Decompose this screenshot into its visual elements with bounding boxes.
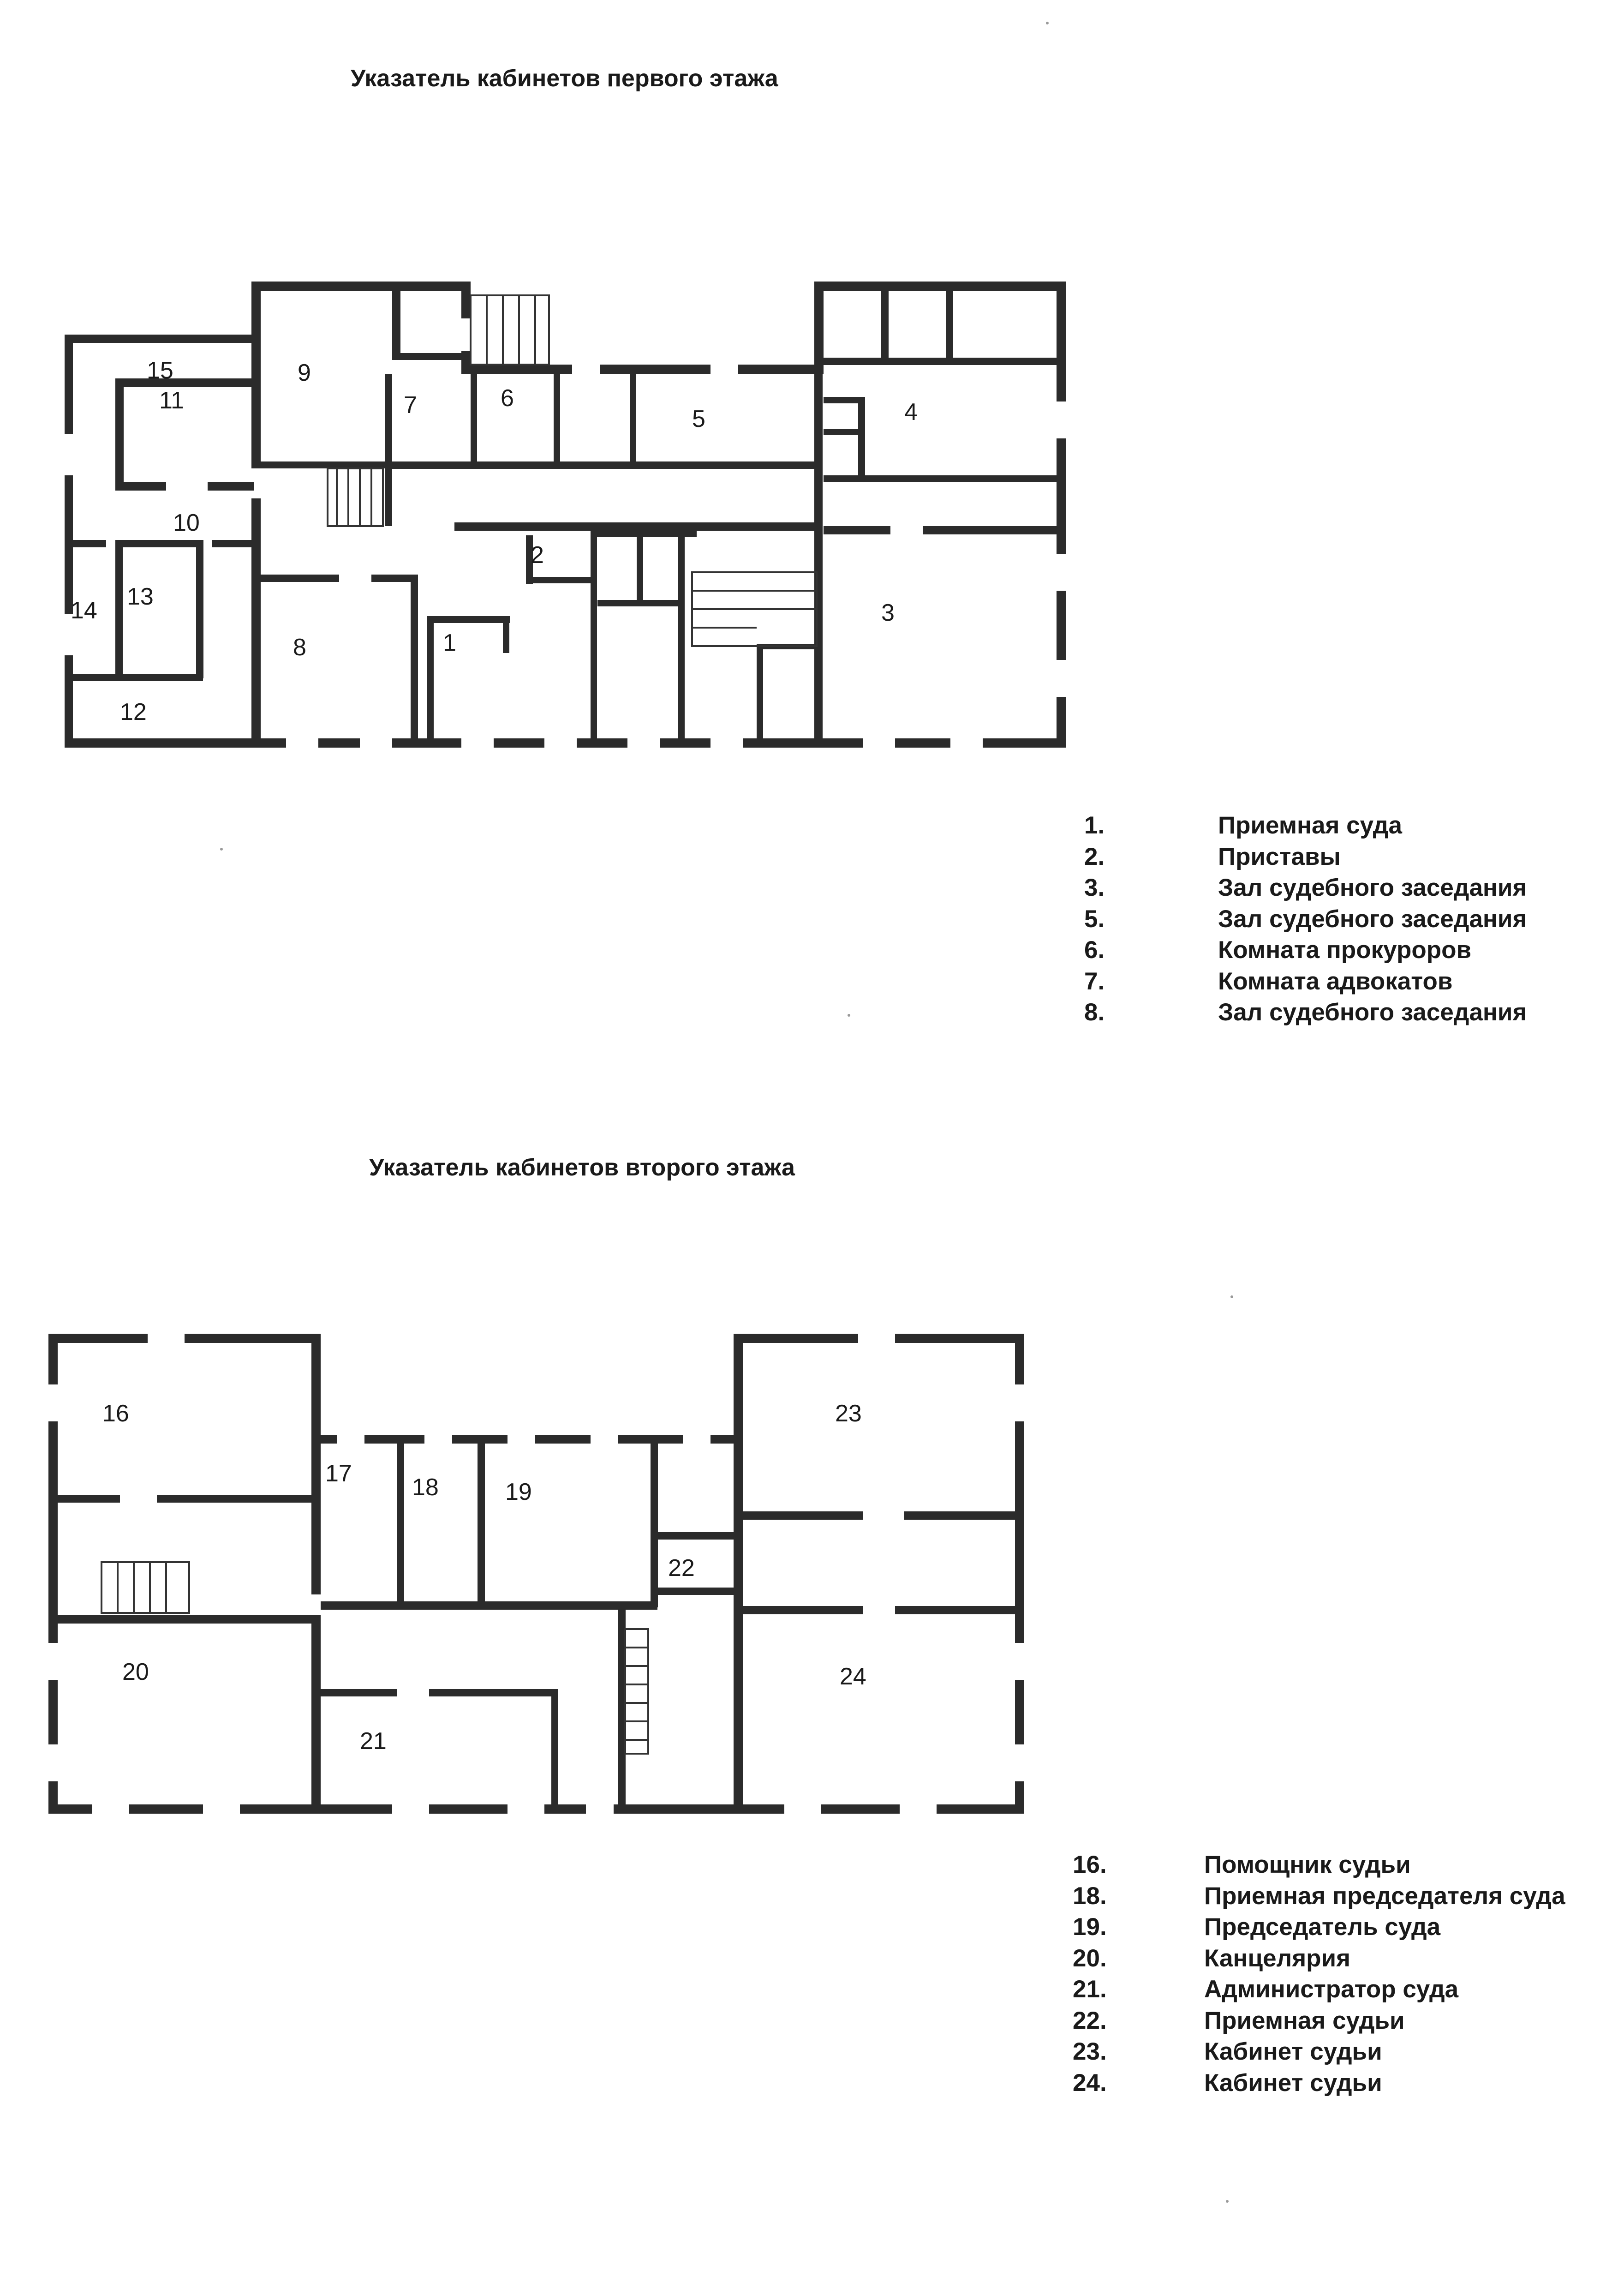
legend-room-name: Председатель суда [1204,1913,1441,1941]
room-13-label: 13 [127,583,154,610]
legend-number: 24. [1073,2069,1107,2097]
room-22-label: 22 [668,1555,695,1582]
legend-room-name: Кабинет судьи [1204,2069,1382,2097]
room-23-label: 23 [835,1400,862,1427]
legend-room-name: Приставы [1218,843,1341,870]
legend-number: 18. [1073,1882,1107,1910]
room-18-label: 18 [412,1474,439,1501]
legend-number: 21. [1073,1976,1107,2003]
room-2-label: 2 [531,542,544,569]
legend-number: 3. [1084,874,1105,901]
legend-room-name: Зал судебного заседания [1218,905,1527,933]
legend-room-name: Приемная судьи [1204,2007,1405,2034]
room-24-label: 24 [840,1663,866,1690]
room-1-label: 1 [443,629,456,656]
floor2-title: Указатель кабинетов второго этажа [369,1154,795,1181]
room-8-label: 8 [293,634,306,661]
legend-number: 2. [1084,843,1105,870]
room-9-label: 9 [298,360,311,386]
legend-room-name: Помощник судьи [1204,1851,1411,1878]
legend-number: 16. [1073,1851,1107,1878]
legend-number: 1. [1084,812,1105,839]
legend-number: 7. [1084,967,1105,995]
legend-number: 5. [1084,905,1105,933]
room-15-label: 15 [147,357,173,384]
room-11-label: 11 [159,387,184,414]
room-20-label: 20 [122,1659,149,1685]
room-3-label: 3 [881,599,895,626]
legend-number: 8. [1084,999,1105,1026]
legend-room-name: Приемная председателя суда [1204,1882,1565,1910]
room-5-label: 5 [692,406,705,432]
floor1-plan [65,282,1066,748]
legend-room-name: Комната адвокатов [1218,967,1453,995]
legend-number: 19. [1073,1913,1107,1941]
room-19-label: 19 [505,1479,532,1505]
room-4-label: 4 [904,399,918,425]
legend-room-name: Приемная суда [1218,812,1402,839]
legend-room-name: Комната прокуроров [1218,936,1472,964]
legend-number: 6. [1084,936,1105,964]
legend-number: 20. [1073,1944,1107,1972]
room-21-label: 21 [360,1728,387,1755]
legend-number: 22. [1073,2007,1107,2034]
room-6-label: 6 [501,385,514,412]
room-10-label: 10 [173,509,200,536]
room-14-label: 14 [71,597,97,624]
room-17-label: 17 [325,1460,352,1487]
legend-room-name: Зал судебного заседания [1218,874,1527,901]
room-16-label: 16 [102,1400,129,1427]
legend-room-name: Администратор суда [1204,1976,1459,2003]
legend-room-name: Зал судебного заседания [1218,999,1527,1026]
legend-room-name: Канцелярия [1204,1944,1351,1972]
floor2-plan [48,1334,1024,1814]
legend-number: 23. [1073,2038,1107,2065]
floor1-title: Указатель кабинетов первого этажа [351,65,778,92]
room-7-label: 7 [404,392,417,419]
legend-room-name: Кабинет судьи [1204,2038,1382,2065]
room-12-label: 12 [120,699,147,725]
